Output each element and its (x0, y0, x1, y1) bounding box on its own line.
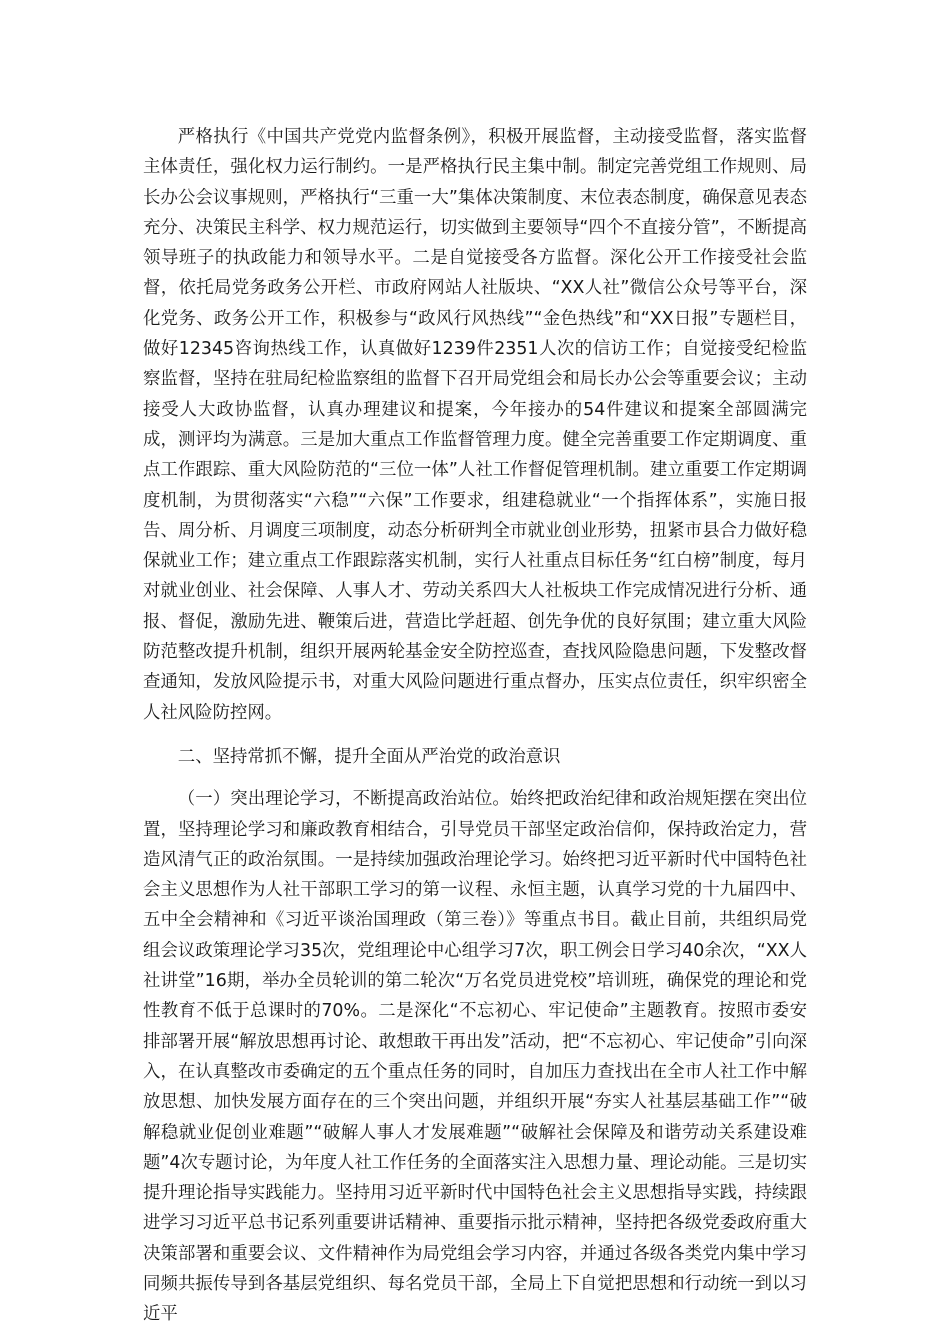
document-body (143, 122, 807, 1344)
body-paragraph-supervision: 严格执行《中国共产党党内监督条例》，积极开展监督，主动接受监督，落实监督主体责任，强化权力运行制约。一是严格执行民主集中制。制定完善党组工作规则、局长办公会议事规则，严格执行“三重一大”集体决策制度、末位表态制度，确保意见表态充分、决策民主科学、权力规范运行，切实做到主要领导“四个不直接分管”，不断提高领导班子的执政能力和领导水平。二是自觉接受各方监督。深化公开工作接受社会监督，依托局党务政务公开栏、市政府网站人社版块、“XX人社”微信公众号等平台，深化党务、政务公开工作，积极参与“政风行风热线”“金色热线”和“XX日报”专题栏目，做好12345咨询热线工作，认真做好1239件2351人次的信访工作；自觉接受纪检监察监督，坚持在驻局纪检监察组的监督下召开局党组会和局长办公会等重要会议；主动接受人大政协监督，认真办理建议和提案，今年接办的54件建议和提案全部圆满完成，测评均为满意。三是加大重点工作监督管理力度。健全完善重要工作定期调度、重点工作跟踪、重大风险防范的“三位一体”人社工作督促管理机制。建立重要工作定期调度机制，为贯彻落实“六稳”“六保”工作要求，组建稳就业“一个指挥体系”，实施日报告、周分析、月调度三项制度，动态分析研判全市就业创业形势，扭紧市县合力做好稳保就业工作；建立重点工作跟踪落实机制，实行人社重点目标任务“红白榜”制度，每月对就业创业、社会保障、人事人才、劳动关系四大人社板块工作完成情况进行分析、通报、督促，激励先进、鞭策后进，营造比学赶超、创先争优的良好氛围；建立重大风险防范整改提升机制，组织开展两轮基金安全防控巡查，查找风险隐患问题，下发整改督查通知，发放风险提示书，对重大风险问题进行重点督办，压实点位责任，织牢织密全人社风险防控网。 (143, 127, 807, 723)
body-paragraph-theory-study: （一）突出理论学习，不断提高政治站位。始终把政治纪律和政治规矩摆在突出位置，坚持理论学习和廉政教育相结合，引导党员干部坚定政治信仰，保持政治定力，营造风清气正的政治氛围。一是持续加强政治理论学习。始终把习近平新时代中国特色社会主义思想作为人社干部职工学习的第一议程、永恒主题，认真学习党的十九届四中、五中全会精神和《习近平谈治国理政（第三卷）》等重点书目。截止目前，共组织局党组会议政策理论学习35次，党组理论中心组学习7次，职工例会日学习40余次，“XX人社讲堂”16期，举办全员轮训的第二轮次“万名党员进党校”培训班，确保党的理论和党性教育不低于总课时的70%。二是深化“不忘初心、牢记使命”主题教育。按照市委安排部署开展“解放思想再讨论、敢想敢干再出发”活动，把“不忘初心、牢记使命”引向深入，在认真整改市委确定的五个重点任务的同时，自加压力查找出在全市人社工作中解放思想、加快发展方面存在的三个突出问题，并组织开展“夯实人社基层基础工作”“破解稳就业促创业难题”“破解人事人才发展难题”“破解社会保障及和谐劳动关系建设难题”4次专题讨论，为年度人社工作任务的全面落实注入思想力量、理论动能。三是切实提升理论指导实践能力。坚持用习近平新时代中国特色社会主义思想指导实践，持续跟进学习习近平总书记系列重要讲话精神、重要指示批示精神，坚持把各级党委政府重大决策部署和重要会议、文件精神作为局党组会学习内容，并通过各级各类党内集中学习同频共振传导到各基层党组织、每名党员干部，全局上下自觉把思想和行动统一到以习近平 (143, 789, 807, 1325)
section-heading: 二、坚持常抓不懈，提升全面从严治党的政治意识 (177, 746, 561, 767)
